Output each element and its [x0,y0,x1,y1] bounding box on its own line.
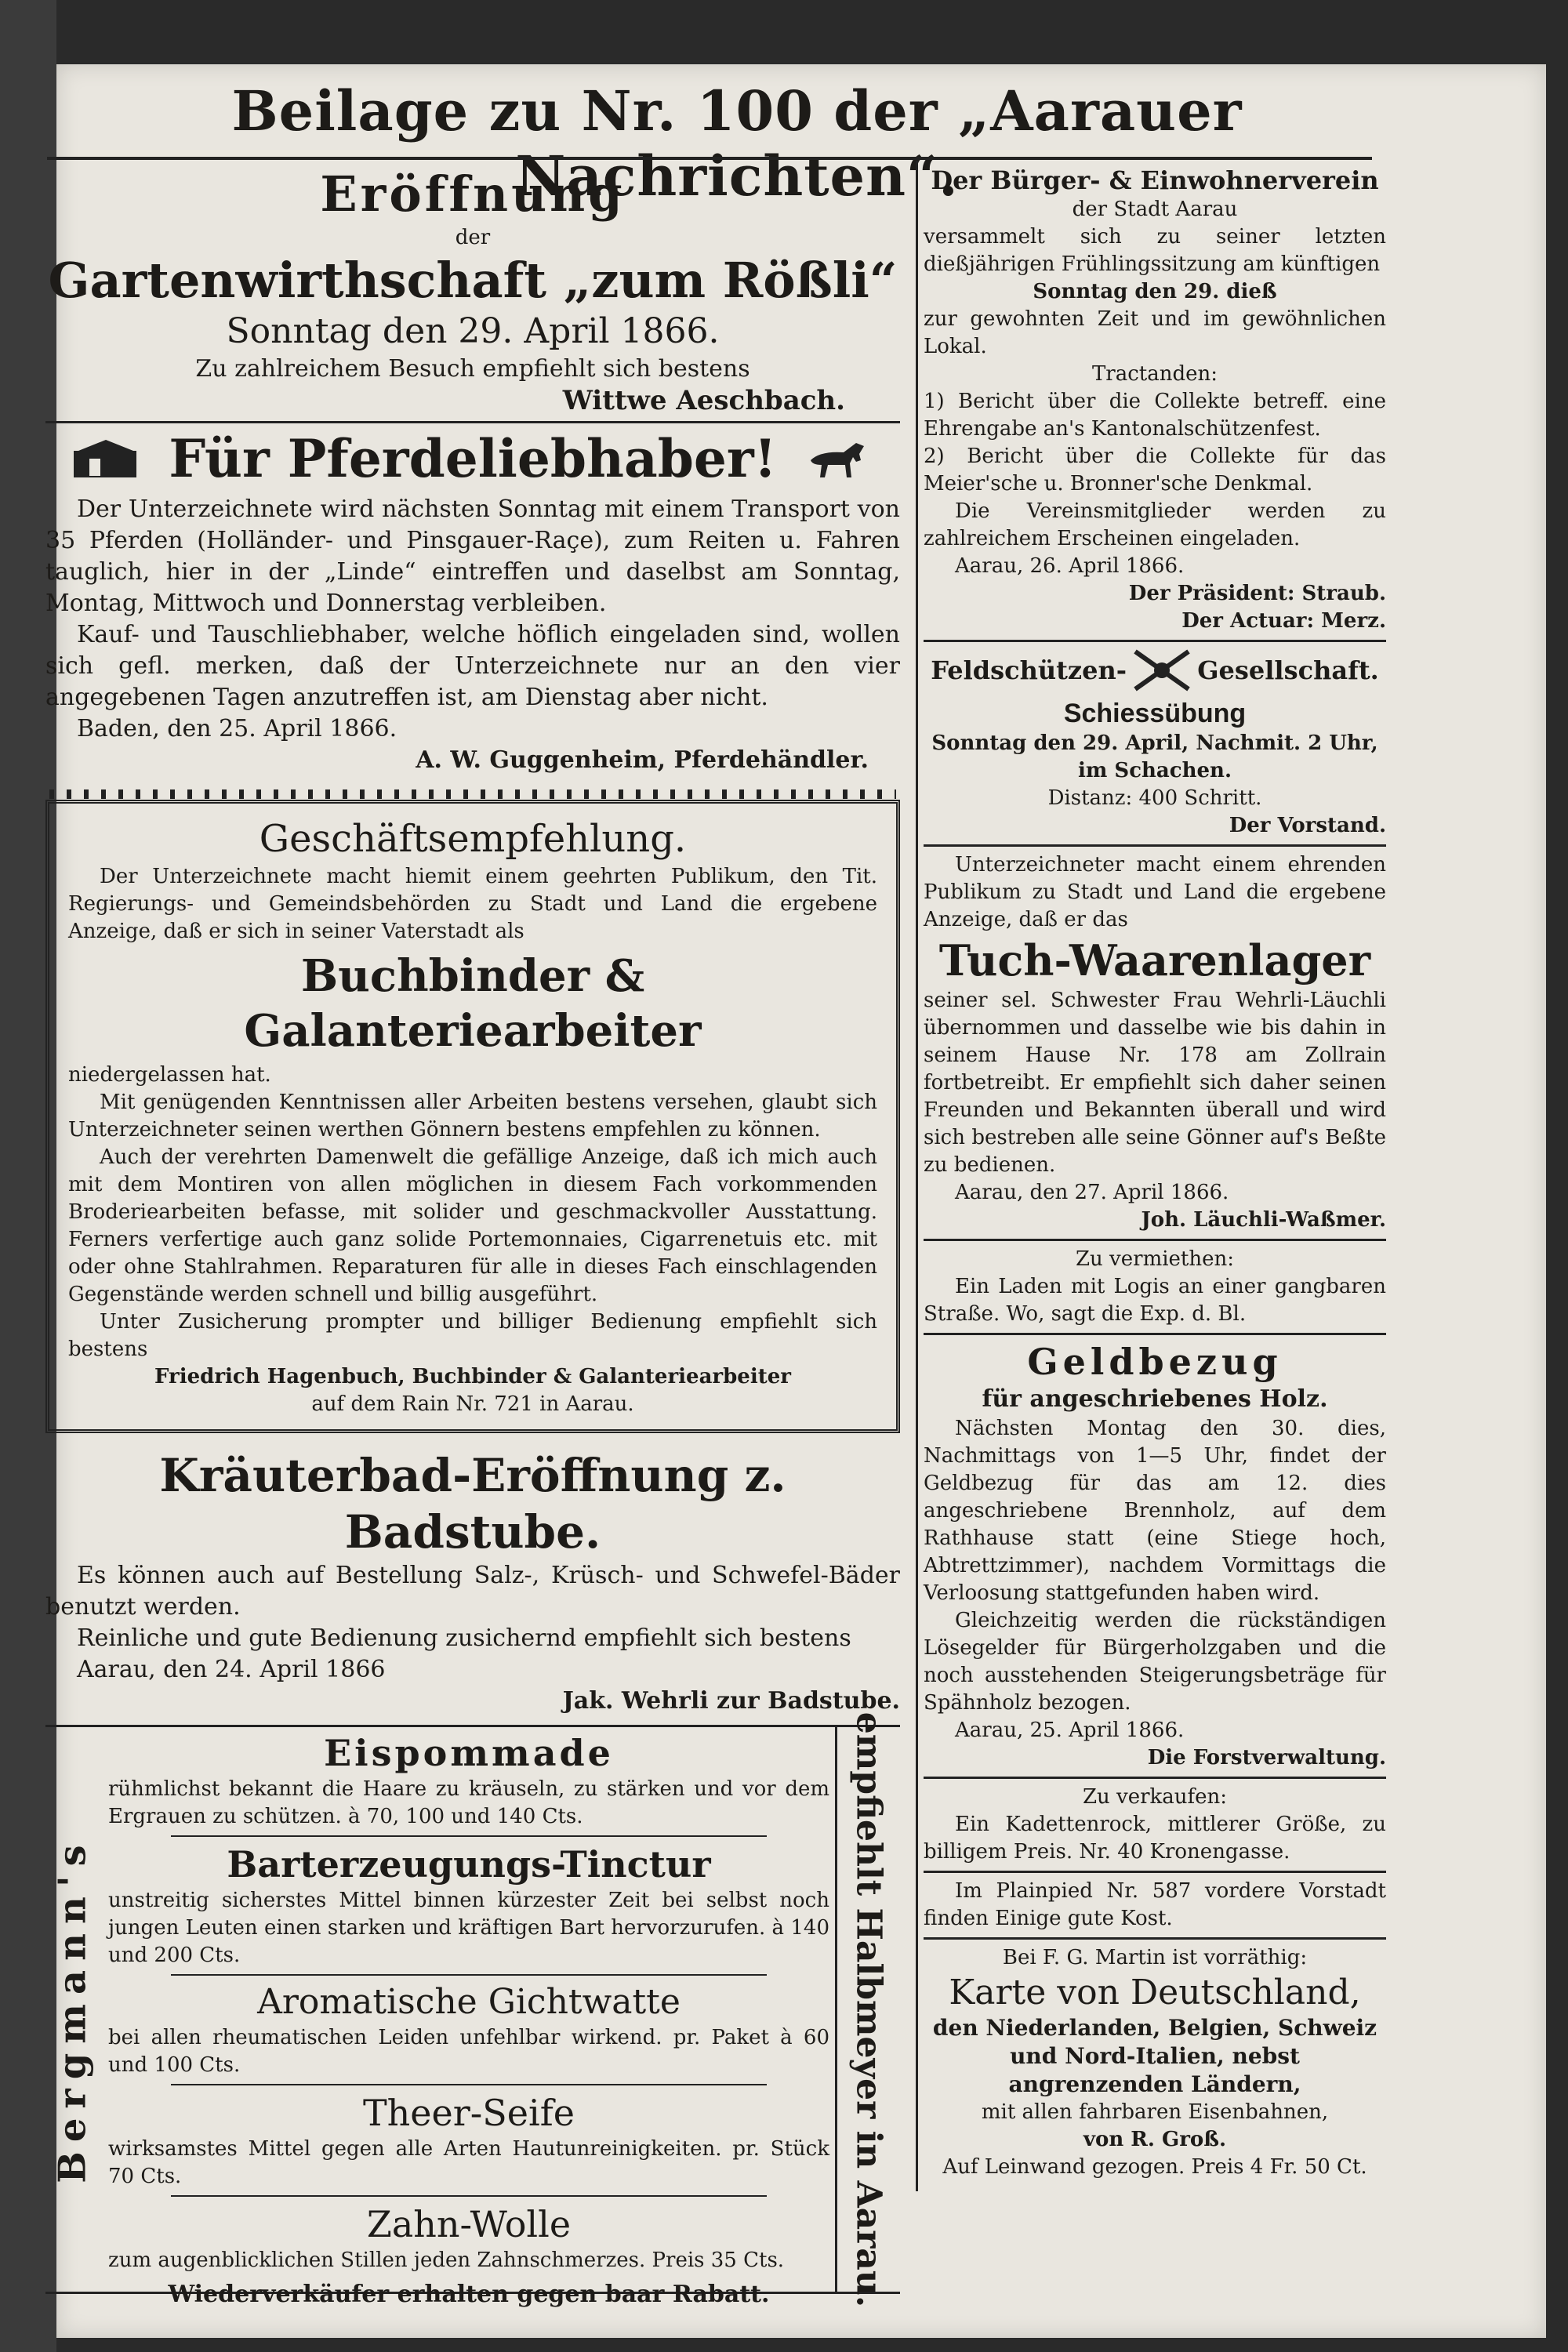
pferde-signature: A. W. Guggenheim, Pferdehändler. [416,746,869,774]
kraeuter-title: Kräuterbad-Eröffnung z. Badstube. [159,1449,786,1559]
ad-feldschuetzen [924,647,1386,840]
geschaeft-text-3: Mit genügenden Kenntnissen aller Arbeiten bestens versehen, glaubt sich Unterzeichneter seinen werthen Gönnern bestens empfehlen zu können. [68,1091,877,1142]
tuch-title: Tuch-Waarenlager [938,935,1371,985]
garten-recommend: Zu zahlreichem Besuch empfiehlt sich bestens [195,355,750,383]
ad-karte [924,1944,1386,2181]
ad-pferdeliebhaber [45,428,900,776]
karte-text-2: den Niederlanden, Belgien, Schweiz und Nord-Italien, nebst angrenzenden Ländern, [932,2015,1377,2097]
geschaeft-text-4: Auch der verehrten Damenwelt die gefällige Anzeige, daß ich mich auch mit dem Montiren von allen möglichen in diesem Fach vorkommenden Broderiearbeiten befasse, mit solider und geschmackvoller Ausstattung. Ferners verfertige auch ganz solide Portemonnaies, Cigarrenetuis etc. mit oder ohne Stahlrahmen. Reparaturen für alle in dieses Fach einschlagenden Gegenstände werden schnell und billig ausgeführt. [68,1145,877,1306]
bergmann-footer: Wiederverkäufer erhalten gegen baar Rabatt. [168,2281,770,2308]
verein-sub: der Stadt Aarau [1072,198,1238,221]
verein-text-1: versammelt sich zu seiner letzten dießjährigen Frühlingssitzung am künftigen [924,225,1386,276]
geld-signature: Die Forstverwaltung. [1147,1746,1386,1769]
bergmann-side-left [45,1727,100,2292]
product-1-text: rühmlichst bekannt die Haare zu kräuseln, zu stärken und vor dem Ergrauen zu schützen. à 70, 100 und 140 Cts. [108,1777,829,1828]
header-rule [47,157,1372,160]
ad-verkaufen [924,1784,1386,1866]
garten-heading: Eröffnung [320,165,626,223]
verein-date: Aarau, 26. April 1866. [955,554,1185,578]
bergmann-brand: Bergmann's [51,1835,95,2183]
divider [171,2084,767,2085]
feld-distance: Distanz: 400 Schritt. [1047,786,1262,810]
ad-kraeuterbad [45,1447,900,1717]
geschaeft-text-5: Unter Zusicherung prompter und billiger Bedienung empfiehlt sich bestens [68,1310,877,1361]
vermieth-title: Zu vermiethen: [1075,1247,1235,1271]
feld-title-right: Gesellschaft. [1197,655,1379,685]
garten-name: Gartenwirthschaft „zum Rößli“ [48,252,898,309]
ad-buergerverein [924,165,1386,635]
divider [924,640,1386,642]
product-4-text: wirksamstes Mittel gegen alle Arten Hautunreinigkeiten. pr. Stück 70 Cts. [108,2137,829,2188]
divider [924,1239,1386,1241]
product-1-title: Eispommade [324,1732,614,1774]
verein-date-bold: Sonntag den 29. dieß [1033,280,1277,303]
ad-gartenwirthschaft [45,165,900,416]
left-column [45,165,900,2308]
verein-text-2: zur gewohnten Zeit und im gewöhnlichen Lokal. [924,307,1386,358]
horse-icon [804,437,875,481]
divider [924,1333,1386,1335]
feld-place: im Schachen. [1077,759,1232,782]
verein-actuar: Der Actuar: Merz. [1181,609,1386,633]
karte-author: von R. Groß. [1083,2128,1227,2151]
karte-text-3: mit allen fahrbaren Eisenbahnen, [981,2100,1329,2124]
karte-price: Auf Leinwand gezogen. Preis 4 Fr. 50 Ct. [942,2155,1367,2179]
garten-signature: Wittwe Aeschbach. [562,385,845,416]
product-2-text: unstreitig sicherstes Mittel binnen kürzester Zeit bei selbst noch jungen Leuten einen starken und kräftigen Bart hervorzurufen. à 140 und 200 Cts. [108,1889,829,1967]
verein-tractanden: Tractanden: [1091,362,1218,386]
kraeuter-signature: Jak. Wehrli zur Badstube. [562,1687,900,1715]
right-column [924,165,1386,2181]
divider [171,1835,767,1837]
divider [924,1937,1386,1940]
kost-text: Im Plainpied Nr. 587 vordere Vorstadt finden Einige gute Kost. [924,1879,1386,1930]
geschaeft-text-1: Der Unterzeichnete macht hiemit einem geehrten Publikum, den Tit. Regierungs- und Gemeindsbehörden zu Stadt und Land die ergebene Anzeige, daß er sich in seiner Vaterstadt als [68,865,877,943]
product-3-text: bei allen rheumatischen Leiden unfehlbar wirkend. pr. Paket à 60 und 100 Cts. [108,2026,829,2077]
garten-date: Sonntag den 29. April 1866. [226,311,720,351]
geschaeft-address: auf dem Rain Nr. 721 in Aarau. [311,1392,634,1416]
ad-bergmann [45,1711,900,2308]
ad-vermiethen [924,1246,1386,1328]
divider [171,1974,767,1976]
kraeuter-text-1: Es können auch auf Bestellung Salz-, Krüsch- und Schwefel-Bäder benutzt werden. [45,1562,900,1621]
tuch-signature: Joh. Läuchli-Waßmer. [1141,1208,1386,1232]
product-4-title: Theer-Seife [363,2092,575,2134]
bergmann-products [108,1727,829,2310]
product-2-title: Barterzeugungs-Tinctur [227,1843,711,1886]
pferde-text-1: Der Unterzeichnete wird nächsten Sonntag mit einem Transport von 35 Pferden (Holländer- und Pinsgauer-Raçe), zum Reiten u. Fahren tauglich, hier in der „Linde“ eintreffen und daselbst am Sonntag, Montag, Mittwoch und Donnerstag verbleiben. [45,495,900,617]
feld-title-left: Feldschützen- [931,655,1127,685]
feld-date: Sonntag den 29. April, Nachmit. 2 Uhr, [931,731,1378,755]
page-title: Beilage zu Nr. 100 der „Aarauer Nachrichten“. [231,78,1243,209]
feld-signature: Der Vorstand. [1229,814,1386,837]
geschaeft-text-2: niedergelassen hat. [68,1063,271,1087]
pferde-date: Baden, den 25. April 1866. [77,715,397,742]
kraeuter-date: Aarau, den 24. April 1866 [77,1656,386,1683]
verein-item-2: 2) Bericht über die Collekte für das Meier'sche u. Bronner'sche Denkmal. [924,445,1386,495]
geschaeft-trade: Buchbinder & Galanteriearbeiter [244,950,702,1057]
tuch-text-2: seiner sel. Schwester Frau Wehrli-Läuchli übernommen und dasselbe wie bis dahin in seinem Hause Nr. 178 am Zollrain fortbetreibt. Er empfiehlt sich daher seinen Freunden und Bekannten überall und wird sich bestreben alle seine Gönner auf's Beßte zu bedienen. [924,989,1386,1177]
product-5-title: Zahn-Wolle [366,2203,572,2245]
divider [45,421,900,423]
verein-president: Der Präsident: Straub. [1128,582,1386,605]
product-3-title: Aromatische Gichtwatte [257,1982,681,2022]
bergmann-seller: empfiehlt Halbmeyer in Aarau. [848,1711,889,2307]
stable-icon [71,437,141,481]
product-5-text: zum augenblicklichen Stillen jeden Zahnschmerzes. Preis 35 Cts. [108,2249,785,2272]
ad-kost [924,1878,1386,1933]
tuch-date: Aarau, den 27. April 1866. [955,1181,1229,1204]
geschaeft-title: Geschäftsempfehlung. [259,817,687,861]
geld-title: Geldbezug [1027,1341,1283,1383]
pferde-title: Für Pferdeliebhaber! [169,428,777,489]
divider [171,2195,767,2197]
feld-event: Schiessübung [1063,699,1247,728]
karte-title: Karte von Deutschland, [949,1973,1361,2013]
tuch-text-1: Unterzeichneter macht einem ehrenden Publikum zu Stadt und Land die ergebene Anzeige, daß er das [924,853,1386,931]
crossed-rifles-icon [1131,647,1193,694]
bergmann-side-right [835,1711,900,2307]
verein-text-3: Die Vereinsmitglieder werden zu zahlreichem Erscheinen eingeladen. [924,499,1386,550]
verein-item-1: 1) Bericht über die Collekte betreff. eine Ehrengabe an's Kantonalschützenfest. [924,390,1386,441]
ad-tuchwaarenlager [924,851,1386,1234]
geld-date: Aarau, 25. April 1866. [955,1719,1185,1742]
divider [924,1777,1386,1779]
column-rule [916,161,918,2191]
divider [924,844,1386,847]
kraeuter-text-2: Reinliche und gute Bedienung zusichernd empfiehlt sich bestens [77,1624,851,1652]
geld-text-1: Nächsten Montag den 30. dies, Nachmittags von 1—5 Uhr, findet der Geldbezug für das am 12. dies angeschriebene Brennholz, auf dem Rathhause statt (eine Stiege hoch, Abtrettzimmer), nachdem Vormittags die Verloosung stattgefunden haben wird. [924,1417,1386,1605]
vermieth-text: Ein Laden mit Logis an einer gangbaren Straße. Wo, sagt die Exp. d. Bl. [924,1275,1386,1326]
verkauf-text: Ein Kadettenrock, mittlerer Größe, zu billigem Preis. Nr. 40 Kronengasse. [924,1813,1386,1864]
geld-sub: für angeschriebenes Holz. [982,1385,1328,1413]
geld-text-2: Gleichzeitig werden die rückständigen Lösegelder für Bürgerholzgaben und die noch ausstehenden Steigerungsbeträge für Spähnholz bezogen. [924,1609,1386,1715]
geschaeft-signature: Friedrich Hagenbuch, Buchbinder & Galanteriearbeiter [154,1365,791,1388]
pferde-text-2: Kauf- und Tauschliebhaber, welche höflich eingeladen sind, wollen sich gefl. merken, daß der Unterzeichnete nur an den vier angegebenen Tagen anzutreffen ist, am Dienstag aber nicht. [45,621,900,711]
ad-geschaeftsempfehlung [45,800,900,1433]
verkauf-title: Zu verkaufen: [1082,1785,1228,1809]
ad-geldbezug [924,1340,1386,1772]
verein-title: Der Bürger- & Einwohnerverein [931,165,1379,195]
karte-text-1: Bei F. G. Martin ist vorräthig: [1002,1946,1308,1969]
divider [924,1871,1386,1873]
garten-der: der [455,226,491,249]
